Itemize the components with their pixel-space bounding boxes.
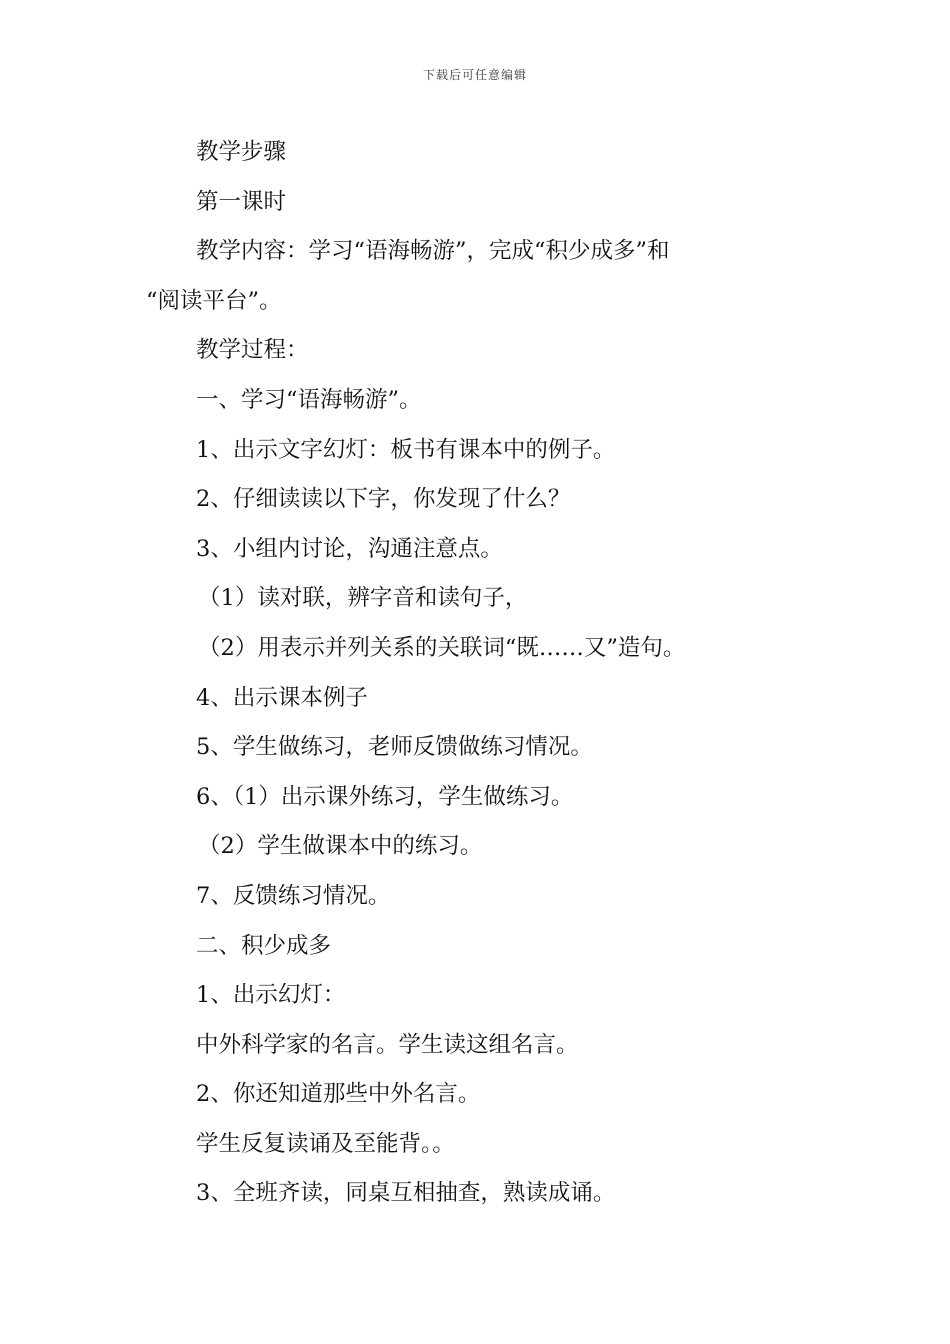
sub-list-item: （2）用表示并列关系的关联词“既……又”造句。 (198, 634, 686, 661)
list-item: 3、全班齐读，同桌互相抽查，熟读成诵。 (196, 1180, 616, 1207)
list-item: 3、小组内讨论，沟通注意点。 (196, 535, 503, 562)
paragraph-line: 教学过程： (196, 337, 309, 364)
list-item: 5、学生做练习，老师反馈做练习情况。 (196, 734, 593, 761)
list-item: 6、（1）出示课外练习，学生做练习。 (196, 783, 574, 810)
list-item: 2、你还知道那些中外名言。 (196, 1081, 481, 1108)
paragraph-line: 中外科学家的名言。学生读这组名言。 (196, 1031, 579, 1058)
paragraph-line: “阅读平台”。 (146, 287, 282, 314)
sub-list-item: （1）读对联，辨字音和读句子， (198, 585, 528, 612)
lesson-title: 第一课时 (196, 188, 287, 215)
paragraph-line: 学生反复读诵及至能背。。 (196, 1130, 455, 1157)
list-heading: 一、学习“语海畅游”。 (196, 386, 422, 413)
page-header-note: 下载后可任意编辑 (422, 68, 527, 82)
list-item: 1、出示幻灯： (196, 982, 346, 1009)
section-heading: 教学步骤 (196, 139, 287, 165)
document-body (146, 128, 816, 1219)
list-item: 2、仔细读读以下字，你发现了什么？ (196, 486, 571, 513)
paragraph-line: 教学内容：学习“语海畅游”，完成“积少成多”和 (196, 238, 670, 265)
list-item: 7、反馈练习情况。 (196, 882, 391, 909)
list-heading: 二、积少成多 (196, 932, 332, 959)
sub-list-item: （2）学生做课本中的练习。 (198, 833, 483, 860)
list-item: 4、出示课本例子 (196, 684, 368, 711)
list-item: 1、出示文字幻灯：板书有课本中的例子。 (196, 436, 616, 463)
